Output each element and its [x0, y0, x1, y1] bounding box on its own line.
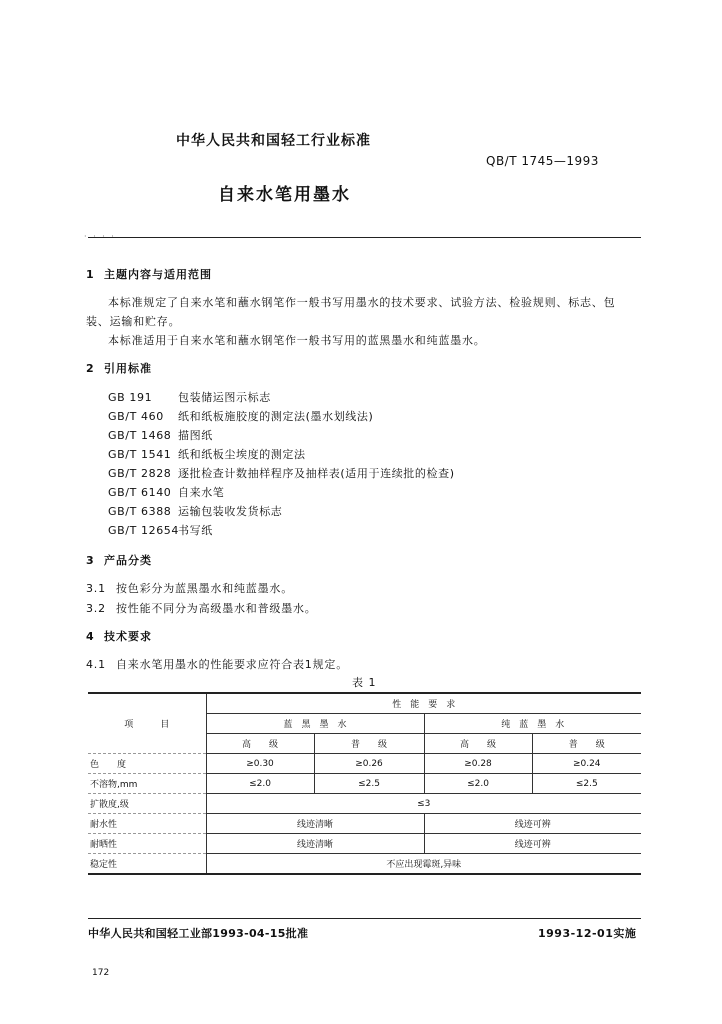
page-number: 172	[92, 968, 110, 978]
section-title: 引用标准	[104, 362, 152, 375]
table-cell: 线迹清晰	[206, 814, 424, 834]
reference-item	[108, 484, 224, 500]
reference-item	[108, 408, 373, 424]
grade-high: 高 级	[424, 734, 532, 754]
reference-code: GB/T 460	[108, 410, 164, 423]
approval-line: 中华人民共和国轻工业部1993-04-15批准	[88, 927, 309, 940]
reference-code: GB/T 12654	[108, 524, 179, 537]
section-number: 1	[86, 268, 95, 281]
table-cell: 线迹可辨	[424, 814, 641, 834]
row-label: 耐水性	[88, 814, 206, 834]
reference-code: GB/T 6140	[108, 486, 172, 499]
table-row	[88, 834, 641, 854]
section-number: 3	[86, 554, 95, 567]
clause-number: 4.1	[86, 658, 106, 671]
table-cell: ≤2.5	[532, 774, 641, 794]
table-cell: ≤3	[206, 794, 641, 814]
section-title: 产品分类	[104, 554, 152, 567]
item-header: 项 目	[88, 693, 206, 754]
performance-header: 性 能 要 求	[206, 693, 641, 714]
reference-title: 纸和纸板施胶度的测定法(墨水划线法)	[178, 410, 374, 423]
section-heading-4	[86, 628, 152, 644]
grade-normal: 普 级	[532, 734, 641, 754]
reference-item	[108, 503, 282, 519]
reference-code: GB/T 2828	[108, 467, 172, 480]
reference-title: 包装储运图示标志	[178, 391, 271, 404]
table-row	[88, 754, 641, 774]
table-cell: ≤2.0	[424, 774, 532, 794]
reference-code: GB/T 6388	[108, 505, 172, 518]
clause-4-1	[86, 656, 348, 672]
table-header-row	[88, 693, 641, 714]
table-caption: 表 1	[352, 676, 377, 689]
section-heading-1	[86, 266, 212, 282]
standard-number: QB/T 1745—1993	[486, 154, 599, 168]
table-row	[88, 854, 641, 875]
clause-text: 按性能不同分为高级墨水和普级墨水。	[116, 602, 317, 615]
table-cell: 线迹可辨	[424, 834, 641, 854]
table-cell: ≥0.28	[424, 754, 532, 774]
clause-3-2	[86, 600, 317, 616]
row-label: 扩散度,级	[88, 794, 206, 814]
reference-item	[108, 389, 271, 405]
row-label: 色 度	[88, 754, 206, 774]
table-cell: 不应出现霉斑,异味	[206, 854, 641, 875]
reference-title: 纸和纸板尘埃度的测定法	[178, 448, 306, 461]
scan-artifact: · · · ·	[84, 232, 116, 241]
reference-title: 书写纸	[178, 524, 213, 537]
pure-blue-header: 纯 蓝 墨 水	[424, 714, 641, 734]
clause-number: 3.1	[86, 582, 106, 595]
implementation-date: 1993-12-01实施	[538, 927, 637, 940]
reference-item	[108, 446, 306, 462]
bottom-divider	[88, 918, 641, 919]
performance-table	[88, 692, 641, 875]
reference-item	[108, 427, 213, 443]
reference-code: GB 191	[108, 391, 153, 404]
reference-title: 逐批检查计数抽样程序及抽样表(适用于连续批的检查)	[178, 467, 455, 480]
table-cell: ≥0.26	[314, 754, 424, 774]
section-number: 4	[86, 630, 95, 643]
grade-normal: 普 级	[314, 734, 424, 754]
row-label: 耐晒性	[88, 834, 206, 854]
clause-3-1	[86, 580, 293, 596]
standard-category-heading: 中华人民共和国轻工行业标准	[176, 133, 371, 149]
blue-black-header: 蓝 黑 墨 水	[206, 714, 424, 734]
paragraph-scope-1b: 装、运输和贮存。	[86, 315, 181, 328]
clause-text: 按色彩分为蓝黑墨水和纯蓝墨水。	[116, 582, 293, 595]
table-cell: ≤2.0	[206, 774, 314, 794]
table-cell: ≤2.5	[314, 774, 424, 794]
paragraph-scope-2: 本标准适用于自来水笔和蘸水钢笔作一般书写用的蓝黑墨水和纯蓝墨水。	[108, 334, 486, 347]
section-heading-3	[86, 552, 152, 568]
table-row	[88, 794, 641, 814]
reference-code: GB/T 1468	[108, 429, 172, 442]
section-title: 技术要求	[104, 630, 152, 643]
reference-item	[108, 465, 455, 481]
paragraph-scope-1a: 本标准规定了自来水笔和蘸水钢笔作一般书写用墨水的技术要求、试验方法、检验规则、标志、包	[108, 296, 616, 309]
table-row	[88, 774, 641, 794]
table-cell: ≥0.30	[206, 754, 314, 774]
reference-title: 运输包装收发货标志	[178, 505, 283, 518]
section-heading-2	[86, 360, 152, 376]
top-divider	[88, 237, 641, 238]
grade-high: 高 级	[206, 734, 314, 754]
row-label: 不溶物,mm	[88, 774, 206, 794]
reference-code: GB/T 1541	[108, 448, 172, 461]
row-label: 稳定性	[88, 854, 206, 875]
section-title: 主题内容与适用范围	[104, 268, 212, 281]
table-row	[88, 814, 641, 834]
clause-text: 自来水笔用墨水的性能要求应符合表1规定。	[116, 658, 348, 671]
section-number: 2	[86, 362, 95, 375]
clause-number: 3.2	[86, 602, 106, 615]
table-cell: 线迹清晰	[206, 834, 424, 854]
reference-title: 自来水笔	[178, 486, 225, 499]
reference-item	[108, 522, 213, 538]
reference-title: 描图纸	[178, 429, 213, 442]
table-cell: ≥0.24	[532, 754, 641, 774]
document-title: 自来水笔用墨水	[218, 185, 351, 205]
